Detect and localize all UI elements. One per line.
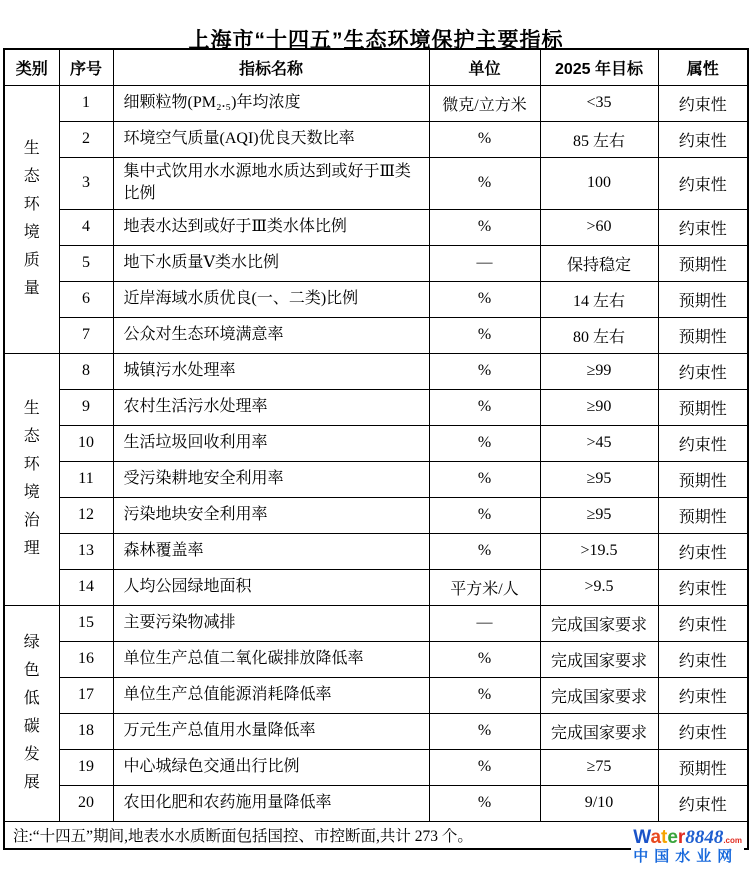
table-row [4, 641, 748, 677]
row-indicator: 地表水达到或好于Ⅲ类水体比例 [113, 209, 429, 245]
row-attr: 约束性 [658, 641, 748, 677]
table-row [4, 245, 748, 281]
row-indicator: 近岸海域水质优良(一、二类)比例 [113, 281, 429, 317]
row-target: ≥95 [540, 497, 658, 533]
row-unit: % [429, 785, 540, 821]
row-unit: % [429, 677, 540, 713]
row-indicator: 城镇污水处理率 [113, 353, 429, 389]
row-no: 18 [59, 713, 113, 749]
row-target: >45 [540, 425, 658, 461]
col-header-unit: 单位 [429, 49, 540, 85]
row-indicator: 地下水质量Ⅴ类水比例 [113, 245, 429, 281]
row-attr: 约束性 [658, 209, 748, 245]
table-row [4, 317, 748, 353]
row-unit: % [429, 353, 540, 389]
row-target: ≥95 [540, 461, 658, 497]
row-unit: % [429, 209, 540, 245]
row-unit: % [429, 389, 540, 425]
row-target: 保持稳定 [540, 245, 658, 281]
row-indicator: 万元生产总值用水量降低率 [113, 713, 429, 749]
row-no: 5 [59, 245, 113, 281]
logo-letter: e [667, 827, 678, 849]
logo-com-suffix: .com [723, 836, 742, 846]
row-no: 17 [59, 677, 113, 713]
row-unit: — [429, 605, 540, 641]
row-no: 16 [59, 641, 113, 677]
row-attr: 预期性 [658, 245, 748, 281]
row-target: 9/10 [540, 785, 658, 821]
row-no: 13 [59, 533, 113, 569]
row-indicator: 单位生产总值能源消耗降低率 [113, 677, 429, 713]
row-indicator: 受污染耕地安全利用率 [113, 461, 429, 497]
table-row [4, 605, 748, 641]
row-no: 1 [59, 85, 113, 121]
row-indicator: 污染地块安全利用率 [113, 497, 429, 533]
row-target: ≥99 [540, 353, 658, 389]
table-row [4, 425, 748, 461]
row-unit: % [429, 157, 540, 209]
row-target: >19.5 [540, 533, 658, 569]
row-unit: % [429, 281, 540, 317]
row-attr: 约束性 [658, 785, 748, 821]
row-unit: % [429, 497, 540, 533]
row-target: <35 [540, 85, 658, 121]
row-no: 11 [59, 461, 113, 497]
row-no: 2 [59, 121, 113, 157]
table-row [4, 281, 748, 317]
table-row [4, 353, 748, 389]
row-target: 80 左右 [540, 317, 658, 353]
row-no: 4 [59, 209, 113, 245]
row-indicator: 人均公园绿地面积 [113, 569, 429, 605]
row-target: >60 [540, 209, 658, 245]
logo-number: 8848 [685, 827, 724, 849]
table-row [4, 461, 748, 497]
row-attr: 约束性 [658, 85, 748, 121]
table-row [4, 389, 748, 425]
col-header-attr: 属性 [658, 49, 748, 85]
row-indicator: 单位生产总值二氧化碳排放降低率 [113, 641, 429, 677]
row-unit: % [429, 461, 540, 497]
row-no: 10 [59, 425, 113, 461]
logo-letter: t [661, 827, 668, 849]
table-row [4, 497, 748, 533]
row-attr: 预期性 [658, 749, 748, 785]
row-target: 完成国家要求 [540, 641, 658, 677]
col-header-category: 类别 [4, 49, 59, 85]
row-target: ≥90 [540, 389, 658, 425]
row-target: 14 左右 [540, 281, 658, 317]
row-indicator: 中心城绿色交通出行比例 [113, 749, 429, 785]
logo-letter: W [633, 827, 651, 849]
water8848-logo [631, 827, 744, 866]
row-no: 3 [59, 157, 113, 209]
category-cell-eco-governance: 生态环境治理 [4, 353, 59, 605]
row-attr: 预期性 [658, 497, 748, 533]
row-attr: 约束性 [658, 533, 748, 569]
table-row [4, 677, 748, 713]
row-target: >9.5 [540, 569, 658, 605]
water8848-wordmark [633, 828, 742, 848]
row-attr: 约束性 [658, 157, 748, 209]
row-target: ≥75 [540, 749, 658, 785]
logo-letter: r [677, 827, 686, 849]
row-no: 20 [59, 785, 113, 821]
row-attr: 约束性 [658, 353, 748, 389]
table-row [4, 157, 748, 209]
site-name: 中国水业网 [633, 848, 739, 866]
page-title: 上海市“十四五”生态环境保护主要指标 [188, 29, 564, 52]
table-row [4, 785, 748, 821]
row-no: 14 [59, 569, 113, 605]
row-no: 19 [59, 749, 113, 785]
row-target: 完成国家要求 [540, 677, 658, 713]
row-attr: 约束性 [658, 425, 748, 461]
row-unit: % [429, 121, 540, 157]
row-no: 6 [59, 281, 113, 317]
row-target: 100 [540, 157, 658, 209]
row-indicator: 集中式饮用水水源地水质达到或好于Ⅲ类比例 [113, 157, 429, 209]
table-row [4, 713, 748, 749]
row-attr: 约束性 [658, 121, 748, 157]
row-attr: 预期性 [658, 389, 748, 425]
row-no: 7 [59, 317, 113, 353]
category-cell-green-lowcarbon: 绿色低碳发展 [4, 605, 59, 821]
row-unit: % [429, 713, 540, 749]
row-unit: % [429, 425, 540, 461]
row-attr: 预期性 [658, 461, 748, 497]
row-attr: 约束性 [658, 569, 748, 605]
row-no: 15 [59, 605, 113, 641]
row-attr: 约束性 [658, 713, 748, 749]
row-attr: 约束性 [658, 677, 748, 713]
row-unit: 平方米/人 [429, 569, 540, 605]
row-attr: 预期性 [658, 317, 748, 353]
table-row [4, 121, 748, 157]
col-header-no: 序号 [59, 49, 113, 85]
header-row [4, 49, 748, 85]
row-no: 9 [59, 389, 113, 425]
row-attr: 约束性 [658, 605, 748, 641]
row-unit: % [429, 641, 540, 677]
table-row [4, 209, 748, 245]
table-row [4, 569, 748, 605]
category-cell-eco-quality: 生态环境质量 [4, 85, 59, 353]
row-unit: % [429, 749, 540, 785]
col-header-target: 2025 年目标 [540, 49, 658, 85]
row-no: 12 [59, 497, 113, 533]
row-target: 完成国家要求 [540, 713, 658, 749]
row-unit: — [429, 245, 540, 281]
logo-letter: a [650, 827, 662, 849]
col-header-indicator: 指标名称 [113, 49, 429, 85]
row-target: 85 左右 [540, 121, 658, 157]
table-row [4, 533, 748, 569]
footnote-text: 注:“十四五”期间,地表水水质断面包括国控、市控断面,共计 273 个。 [4, 821, 748, 849]
row-indicator: 农村生活污水处理率 [113, 389, 429, 425]
row-indicator: 森林覆盖率 [113, 533, 429, 569]
indicators-table [3, 48, 749, 850]
row-target: 完成国家要求 [540, 605, 658, 641]
row-indicator: 农田化肥和农药施用量降低率 [113, 785, 429, 821]
row-unit: 微克/立方米 [429, 85, 540, 121]
row-attr: 预期性 [658, 281, 748, 317]
row-unit: % [429, 317, 540, 353]
table-row [4, 85, 748, 121]
table-row [4, 749, 748, 785]
row-indicator: 生活垃圾回收利用率 [113, 425, 429, 461]
row-unit: % [429, 533, 540, 569]
row-indicator: 环境空气质量(AQI)优良天数比率 [113, 121, 429, 157]
row-indicator: 主要污染物减排 [113, 605, 429, 641]
row-indicator: 细颗粒物(PM₂.₅)年均浓度 [113, 85, 429, 121]
row-indicator: 公众对生态环境满意率 [113, 317, 429, 353]
row-no: 8 [59, 353, 113, 389]
